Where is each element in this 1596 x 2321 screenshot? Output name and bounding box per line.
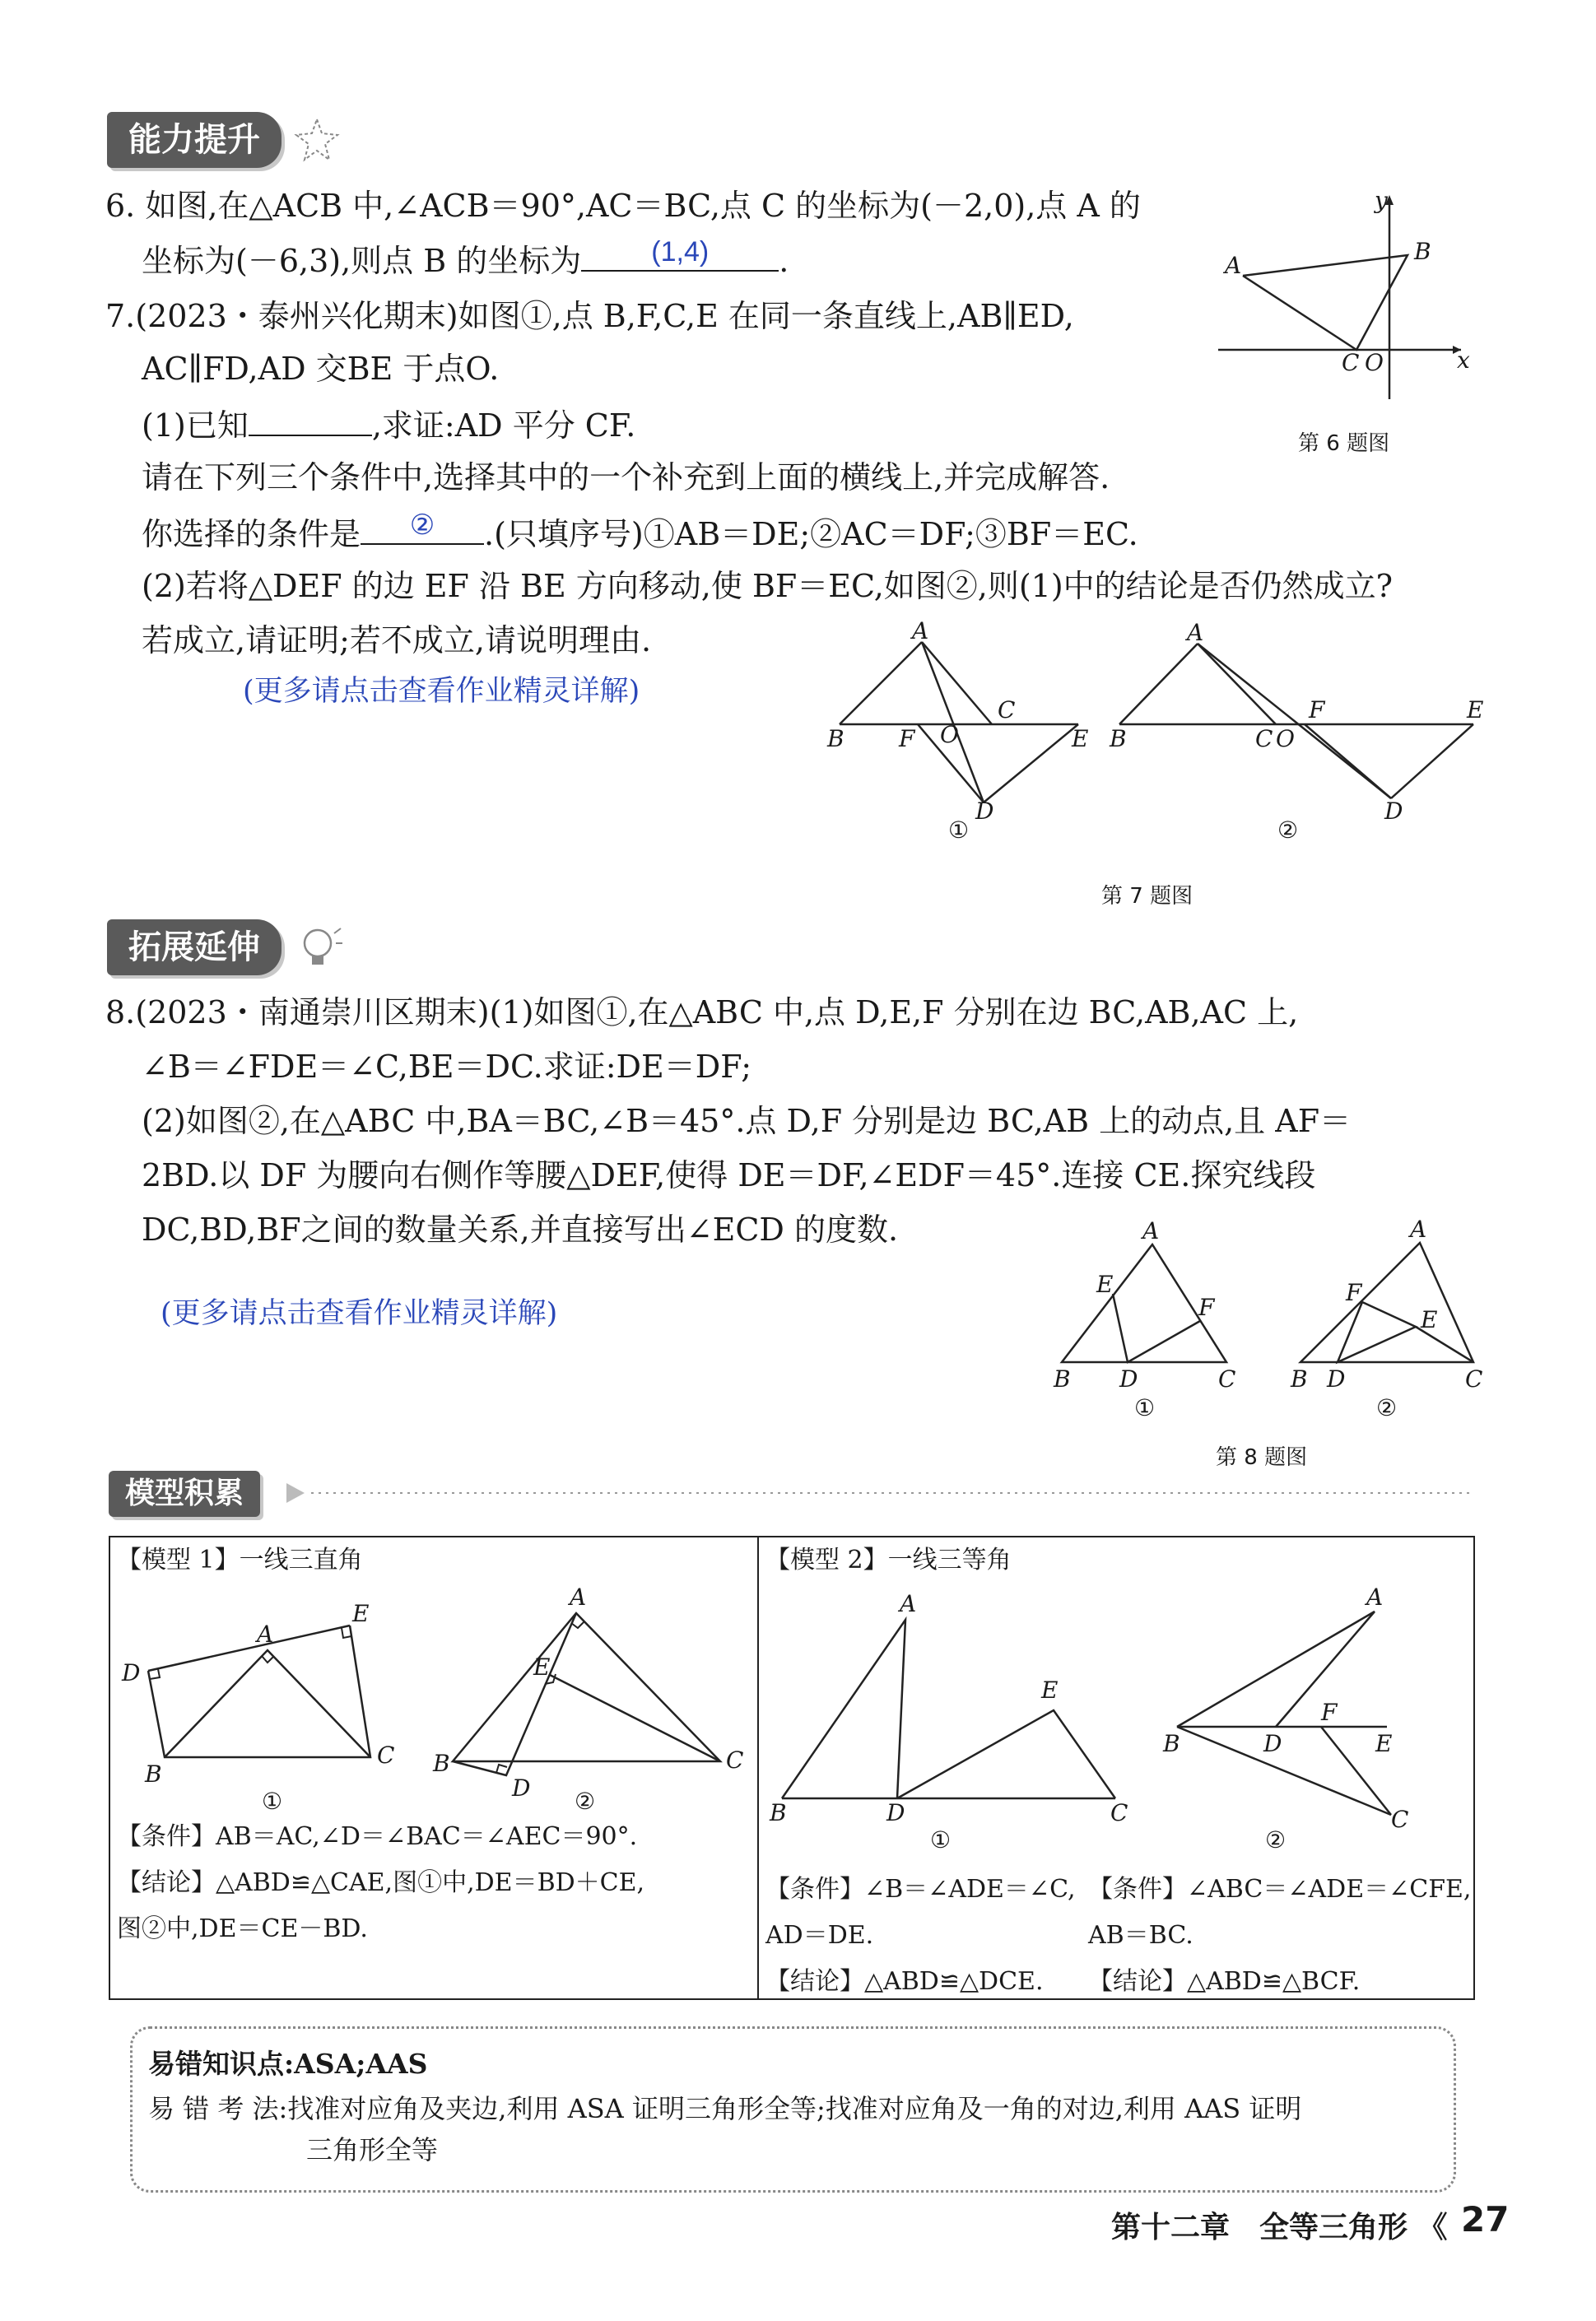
- svg-text:D: D: [975, 798, 994, 825]
- error-note-line3: 三角形全等: [306, 2134, 439, 2165]
- svg-text:B: B: [145, 1761, 162, 1788]
- svg-text:F: F: [899, 725, 915, 752]
- svg-text:E: E: [1421, 1306, 1438, 1333]
- svg-text:D: D: [122, 1659, 141, 1686]
- svg-text:E: E: [1072, 725, 1089, 752]
- page-number: 27: [1461, 2199, 1510, 2240]
- svg-text:C: C: [998, 696, 1016, 723]
- q7-line7: 若成立,请证明;若不成立,请说明理由.: [142, 622, 652, 658]
- svg-text:C: C: [1218, 1365, 1236, 1393]
- svg-text:O: O: [1365, 349, 1384, 376]
- q7-fig2-label: ②: [1277, 816, 1299, 844]
- svg-text:C: C: [1391, 1806, 1409, 1833]
- q6-answer-blank[interactable]: (1,4): [581, 239, 779, 272]
- svg-text:A: A: [1187, 619, 1204, 646]
- svg-text:C: C: [1255, 725, 1273, 752]
- svg-text:A: A: [257, 1621, 274, 1648]
- model2-fig1-label: ①: [930, 1826, 952, 1854]
- svg-text:E: E: [533, 1654, 551, 1681]
- q7-answer-blank[interactable]: ②: [361, 512, 484, 545]
- svg-text:B: B: [1291, 1365, 1308, 1393]
- svg-text:A: A: [1225, 252, 1242, 279]
- svg-text:B: B: [1054, 1365, 1071, 1393]
- svg-text:C: C: [1110, 1799, 1128, 1826]
- svg-text:C: C: [377, 1742, 395, 1769]
- q8-more-link[interactable]: (更多请点击查看作业精灵详解): [161, 1297, 558, 1330]
- svg-text:O: O: [1276, 725, 1295, 752]
- svg-text:F: F: [1346, 1279, 1362, 1306]
- q8-fig2-label: ②: [1376, 1394, 1398, 1421]
- q7-line1: 7.(2023・泰州兴化期末)如图①,点 B,F,C,E 在同一条直线上,AB∥ED,: [105, 298, 1074, 334]
- q7-fig1-label: ①: [948, 816, 970, 844]
- lightbulb-icon: [295, 922, 344, 971]
- q7-line4: 请在下列三个条件中,选择其中的一个补充到上面的横线上,并完成解答.: [142, 459, 1110, 495]
- q7-figure: [815, 617, 1523, 856]
- section-tag-model: 模型积累: [109, 1471, 260, 1517]
- model-box-divider: [757, 1536, 759, 1998]
- svg-text:B: B: [827, 725, 845, 752]
- q7-line6: (2)若将△DEF 的边 EF 沿 BE 方向移动,使 BF＝EC,如图②,则(1)中的结论是否仍然成立?: [142, 568, 1394, 604]
- model2-condition-1a: 【条件】∠B＝∠ADE＝∠C,: [765, 1875, 1076, 1904]
- model2-condition-2b: AB＝BC.: [1088, 1921, 1194, 1950]
- footer-chapter: 第十二章 全等三角形 《: [1111, 2211, 1448, 2244]
- svg-text:B: B: [1414, 238, 1431, 265]
- svg-text:B: B: [1110, 725, 1127, 752]
- q6-figure: [1210, 185, 1490, 457]
- svg-text:E: E: [1041, 1677, 1059, 1704]
- error-note-line1: 易错知识点:ASA;AAS: [148, 2048, 428, 2080]
- q8-line2: ∠B＝∠FDE＝∠C,BE＝DC.求证:DE＝DF;: [142, 1049, 752, 1085]
- svg-text:D: D: [1384, 798, 1403, 825]
- model2-figure: [761, 1580, 1461, 1852]
- q8-line4: 2BD.以 DF 为腰向右侧作等腰△DEF,使得 DE＝DF,∠EDF＝45°.连接 CE.探究线段: [142, 1157, 1316, 1193]
- svg-text:A: A: [1410, 1216, 1427, 1243]
- q6-caption: 第 6 题图: [1298, 431, 1390, 456]
- q7-line5: 你选择的条件是 ② .(只填序号)①AB＝DE;②AC＝DF;③BF＝EC.: [142, 509, 1138, 552]
- sparkle-icon: [292, 115, 350, 165]
- q8-line5: DC,BD,BF之间的数量关系,并直接写出∠ECD 的度数.: [142, 1212, 899, 1248]
- svg-text:A: A: [1366, 1584, 1384, 1611]
- error-note-line2: 易 错 考 法:找准对应角及夹边,利用 ASA 证明三角形全等;找准对应角及一角的对边,利用 AAS 证明: [148, 2093, 1302, 2124]
- model2-fig2-label: ②: [1265, 1826, 1287, 1854]
- svg-text:A: A: [1142, 1217, 1160, 1244]
- model1-figure: [115, 1580, 744, 1819]
- section-tag-ability: 能力提升: [107, 112, 282, 168]
- q8-caption: 第 8 题图: [1216, 1445, 1308, 1470]
- svg-text:x: x: [1457, 347, 1470, 374]
- svg-text:E: E: [1096, 1271, 1114, 1298]
- q8-line3: (2)如图②,在△ABC 中,BA＝BC,∠B＝45°.点 D,F 分别是边 BC,AB 上的动点,且 AF＝: [142, 1103, 1352, 1139]
- svg-text:C: C: [1465, 1365, 1483, 1393]
- svg-text:B: B: [433, 1750, 450, 1777]
- svg-text:D: D: [512, 1774, 531, 1802]
- svg-text:A: A: [570, 1584, 587, 1611]
- q8-line1: 8.(2023・南通崇川区期末)(1)如图①,在△ABC 中,点 D,E,F 分别在边 BC,AB,AC 上,: [105, 994, 1299, 1030]
- model1-conclusion-1: 【结论】△ABD≌△CAE,图①中,DE＝BD＋CE,: [117, 1868, 645, 1897]
- svg-text:D: D: [1119, 1365, 1138, 1393]
- svg-text:B: B: [770, 1799, 787, 1826]
- q8-fig1-label: ①: [1134, 1394, 1156, 1421]
- q8-figure: [1045, 1210, 1506, 1440]
- q7-line3: (1)已知 ,求证:AD 平分 CF.: [142, 403, 635, 445]
- model2-title: 【模型 2】一线三等角: [765, 1546, 1012, 1574]
- svg-text:D: D: [1263, 1730, 1282, 1757]
- q7-line2: AC∥FD,AD 交BE 于点O.: [142, 351, 500, 387]
- svg-text:E: E: [1375, 1730, 1393, 1757]
- model1-conclusion-2: 图②中,DE＝CE－BD.: [117, 1914, 368, 1943]
- model2-condition-2a: 【条件】∠ABC＝∠ADE＝∠CFE,: [1088, 1875, 1472, 1904]
- svg-text:A: A: [900, 1590, 917, 1617]
- q7-caption: 第 7 题图: [1101, 884, 1194, 909]
- model1-condition: 【条件】AB＝AC,∠D＝∠BAC＝∠AEC＝90°.: [117, 1822, 638, 1851]
- svg-text:A: A: [912, 617, 929, 644]
- svg-text:y: y: [1375, 187, 1388, 214]
- svg-text:B: B: [1163, 1730, 1180, 1757]
- model2-conclusion-2: 【结论】△ABD≌△BCF.: [1088, 1967, 1361, 1996]
- model2-condition-1b: AD＝DE.: [765, 1921, 874, 1950]
- model1-fig1-label: ①: [262, 1788, 283, 1815]
- svg-text:F: F: [1309, 696, 1325, 723]
- q7-condition-blank-1[interactable]: [249, 403, 372, 436]
- svg-text:C: C: [1342, 349, 1360, 376]
- model2-conclusion-1: 【结论】△ABD≌△DCE.: [765, 1967, 1044, 1996]
- svg-text:E: E: [1467, 696, 1484, 723]
- q6-line1: 6. 如图,在△ACB 中,∠ACB＝90°,AC＝BC,点 C 的坐标为(－2,0),点 A 的: [105, 188, 1141, 224]
- svg-text:D: D: [1327, 1365, 1346, 1393]
- svg-text:C: C: [726, 1747, 744, 1774]
- q6-line2: 坐标为(－6,3),则点 B 的坐标为 (1,4) .: [142, 236, 789, 279]
- svg-text:O: O: [940, 721, 959, 748]
- section-divider: [286, 1481, 1472, 1506]
- section-tag-extension: 拓展延伸: [107, 919, 282, 975]
- svg-text:F: F: [1198, 1294, 1215, 1321]
- q7-more-link[interactable]: (更多请点击查看作业精灵详解): [243, 675, 640, 708]
- model1-fig2-label: ②: [575, 1788, 596, 1815]
- svg-text:F: F: [1321, 1699, 1338, 1726]
- model1-title: 【模型 1】一线三直角: [117, 1546, 363, 1574]
- svg-text:E: E: [352, 1600, 370, 1627]
- svg-text:D: D: [886, 1799, 905, 1826]
